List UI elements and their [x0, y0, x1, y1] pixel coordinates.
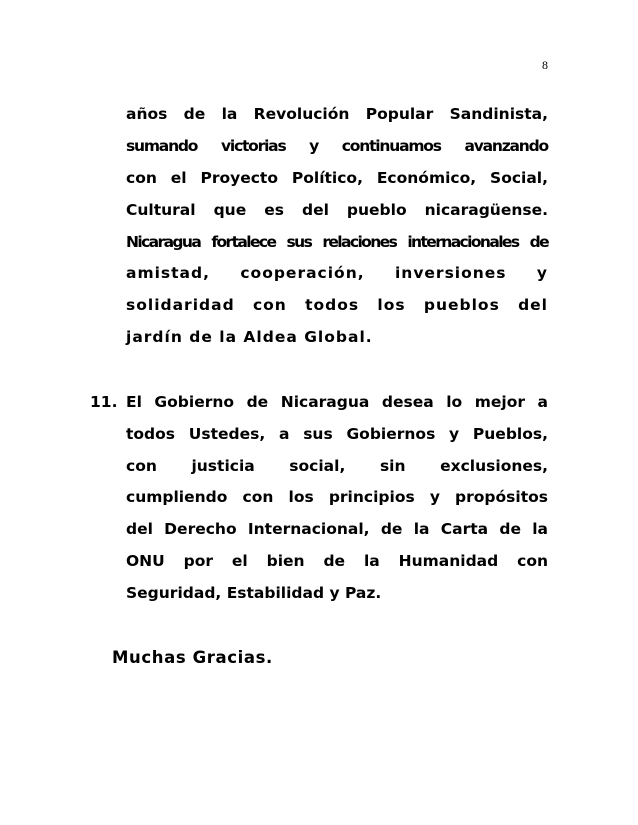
paragraph-line: años de la Revolución Popular Sandinista,	[126, 105, 548, 123]
item-number: 11.	[90, 393, 118, 411]
item-line: con justicia social, sin exclusiones,	[126, 457, 548, 475]
item-line: Seguridad, Estabilidad y Paz.	[126, 584, 382, 602]
item-line: todos Ustedes, a sus Gobiernos y Pueblos,	[126, 425, 548, 443]
paragraph-line: solidaridad con todos los pueblos del	[126, 296, 548, 314]
paragraph-line: Nicaragua fortalece sus relaciones internacionales de	[126, 233, 548, 251]
paragraph-line: jardín de la Aldea Global.	[126, 328, 373, 346]
item-line: El Gobierno de Nicaragua desea lo mejor a	[126, 393, 548, 411]
item-line: cumpliendo con los principios y propósitos	[126, 488, 548, 506]
paragraph-line: sumando victorias y continuamos avanzando	[126, 137, 548, 155]
item-line: ONU por el bien de la Humanidad con	[126, 552, 548, 570]
closing-text: Muchas Gracias.	[112, 648, 273, 667]
item-line: del Derecho Internacional, de la Carta de la	[126, 520, 548, 538]
paragraph-line: amistad, cooperación, inversiones y	[126, 264, 548, 282]
paragraph-line: con el Proyecto Político, Económico, Social,	[126, 169, 548, 187]
page-number: 8	[542, 58, 548, 72]
paragraph-line: Cultural que es del pueblo nicaragüense.	[126, 201, 548, 219]
